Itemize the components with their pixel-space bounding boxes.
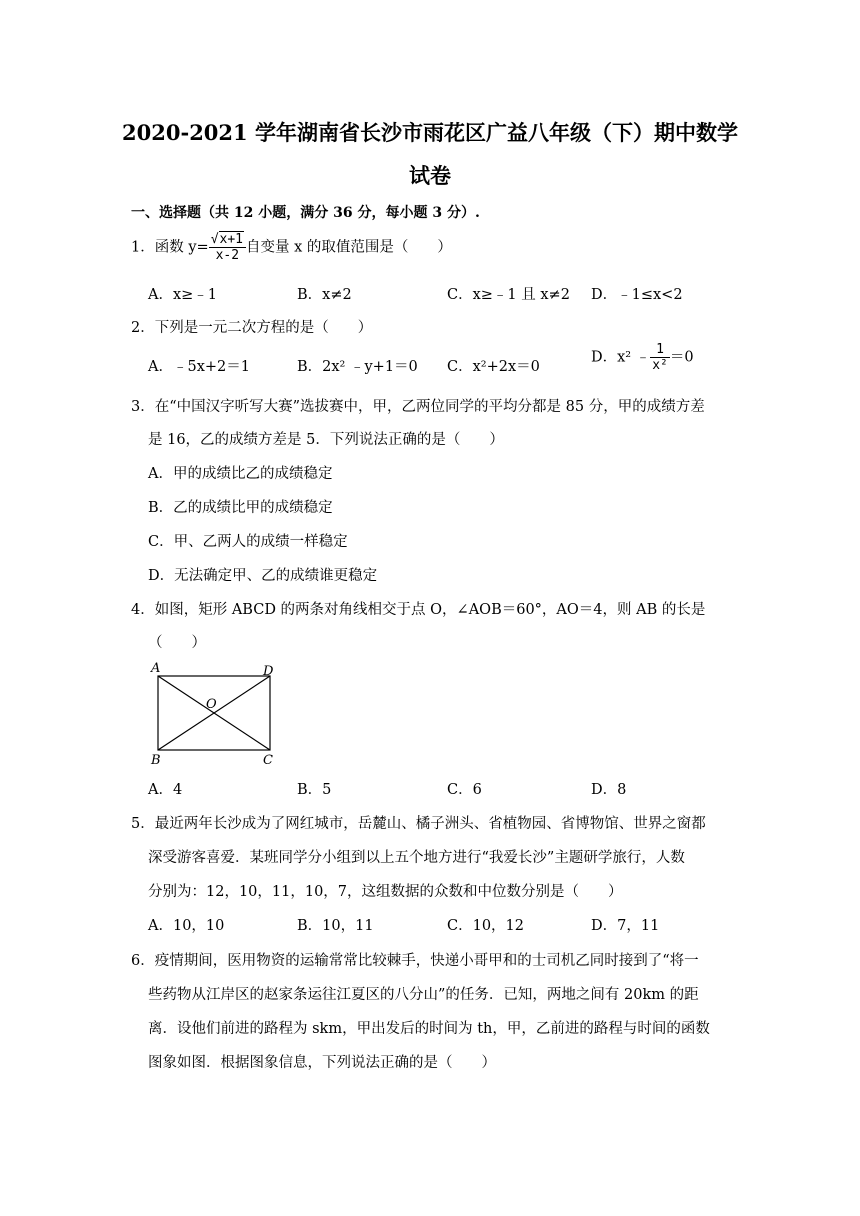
section-heading: 一、选择题（共 12 小题，满分 36 分，每小题 3 分）. [131,205,480,221]
vertex-label-b: B [151,753,161,768]
center-label-o: O [206,697,217,712]
q4-option-d: D．8 [591,782,627,798]
q1-numerator: x+1 [219,232,243,247]
q2-d-denominator: x² [652,358,668,373]
q1-option-d: D．﹣1≤x<2 [591,287,683,303]
question-6-line4: 图象如图．根据图象信息，下列说法正确的是（ ） [148,1055,496,1071]
vertex-label-c: C [263,753,273,768]
q2-d-prefix: D．x² ﹣ [591,349,651,366]
q1-suffix: 自变量 x 的取值范围是（ ） [246,239,452,256]
vertex-label-a: A [151,661,161,676]
q2-option-b: B．2x² ﹣y+1＝0 [297,359,418,375]
question-3-line2: 是 16，乙的成绩方差是 5．下列说法正确的是（ ） [148,432,504,448]
q1-fraction: $\frac{√x+1}{x-2}$ [209,232,246,263]
question-6-line1: 6．疫情期间，医用物资的运输常常比较棘手，快递小哥甲和的士司机乙同时接到了“将一 [131,953,699,969]
question-4-line1: 4．如图，矩形 ABCD 的两条对角线相交于点 O，∠AOB＝60°，AO＝4，则 AB 的长是 [131,602,706,618]
q1-option-a: A．x≥﹣1 [148,287,218,303]
q1-option-b: B．x≠2 [297,287,352,303]
q4-option-c: C．6 [447,782,482,798]
q2-d-suffix: ＝0 [669,349,694,366]
vertex-label-d: D [263,664,274,679]
q3-option-d: D．无法确定甲、乙的成绩谁更稳定 [148,568,378,584]
q1-denominator: x-2 [215,248,240,263]
page-title-line1: 2020-2021 学年湖南省长沙市雨花区广益八年级（下）期中数学 [122,120,738,145]
q2-option-c: C．x²+2x＝0 [447,359,540,375]
question-1-stem [131,232,452,263]
question-5-line2: 深受游客喜爱．某班同学分小组到以上五个地方进行“我爱长沙”主题研学旅行，人数 [148,850,685,866]
q1-prefix: 1．函数 y= [131,239,209,256]
q3-option-a: A．甲的成绩比乙的成绩稳定 [148,466,333,482]
q4-option-b: B．5 [297,782,332,798]
q2-option-a: A．﹣5x+2＝1 [148,359,250,375]
q1-option-c: C．x≥﹣1 且 x≠2 [447,287,570,303]
q5-option-c: C．10，12 [447,918,524,934]
q2-d-numerator: 1 [650,342,670,358]
question-5-line1: 5．最近两年长沙成为了网红城市，岳麓山、橘子洲头、省植物园、省博物馆、世界之窗都 [131,816,706,832]
question-4-line2: （ ） [148,635,206,651]
question-6-line2: 些药物从江岸区的赵家条运往江夏区的八分山”的任务．已知，两地之间有 20km 的距 [148,987,699,1003]
question-6-line3: 离．设他们前进的路程为 skm，甲出发后的时间为 th，甲，乙前进的路程与时间的函数 [148,1021,710,1037]
q2-option-d [591,342,694,373]
rectangle-diagram [145,658,285,768]
q5-option-b: B．10，11 [297,918,374,934]
question-5-line3: 分别为：12，10，11，10，7，这组数据的众数和中位数分别是（ ） [148,884,623,900]
q5-option-d: D．7，11 [591,918,660,934]
q2-d-fraction [650,342,670,373]
q4-option-a: A．4 [148,782,183,798]
question-2-stem: 2．下列是一元二次方程的是（ ） [131,320,373,336]
q5-option-a: A．10，10 [148,918,225,934]
q3-option-c: C．甲、乙两人的成绩一样稳定 [148,534,348,550]
page-title-line2: 试卷 [409,163,451,188]
q3-option-b: B．乙的成绩比甲的成绩稳定 [148,500,333,516]
question-3-line1: 3．在“中国汉字听写大赛”选拔赛中，甲，乙两位同学的平均分都是 85 分，甲的成绩方差 [131,399,705,415]
